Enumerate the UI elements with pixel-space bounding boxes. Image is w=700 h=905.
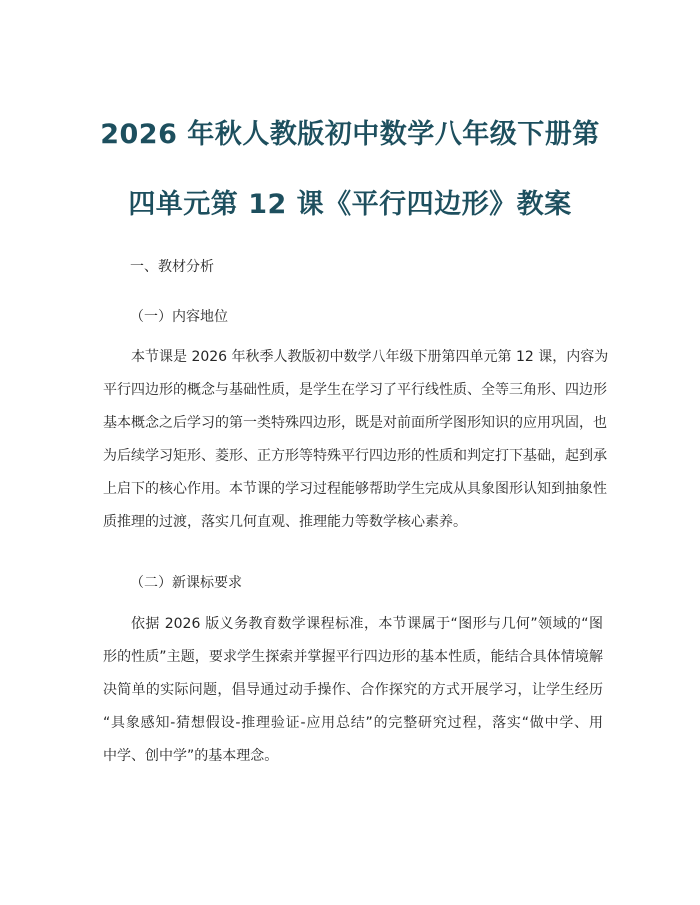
document-title-line-2: 四单元第 12 课《平行四边形》教案 [128, 189, 572, 220]
paragraph-curriculum-requirements [103, 613, 603, 778]
paragraph-line: 中学、创中学”的基本理念。 [103, 748, 279, 764]
paragraph-line: 平行四边形的概念与基础性质，是学生在学习了平行线性质、全等三角形、四边形 [103, 382, 607, 398]
paragraph-line: “具象感知-猜想假设-推理验证-应用总结”的完整研究过程，落实“做中学、用 [103, 715, 603, 731]
subsection-heading-curriculum-requirements: （二）新课标要求 [130, 575, 242, 591]
paragraph-line: 为后续学习矩形、菱形、正方形等特殊平行四边形的性质和判定打下基础，起到承 [103, 448, 607, 464]
subsection-heading-content-position: （一）内容地位 [130, 309, 228, 325]
document-title-line-1: 2026 年秋人教版初中数学八年级下册第 [100, 119, 600, 150]
paragraph-line: 形的性质”主题，要求学生探索并掌握平行四边形的基本性质，能结合具体情境解 [103, 649, 603, 665]
section-heading-textbook-analysis: 一、教材分析 [130, 259, 214, 275]
paragraph-line: 依据 2026 版义务教育数学课程标准，本节课属于“图形与几何”领域的“图 [131, 616, 603, 632]
paragraph-line: 基本概念之后学习的第一类特殊四边形，既是对前面所学图形知识的应用巩固，也 [103, 415, 607, 431]
paragraph-content-position [103, 346, 609, 544]
paragraph-line: 质推理的过渡，落实几何直观、推理能力等数学核心素养。 [103, 514, 467, 530]
paragraph-line: 决简单的实际问题，倡导通过动手操作、合作探究的方式开展学习，让学生经历 [103, 682, 603, 698]
paragraph-line: 本节课是 2026 年秋季人教版初中数学八年级下册第四单元第 12 课，内容为 [131, 349, 609, 365]
paragraph-line: 上启下的核心作用。本节课的学习过程能够帮助学生完成从具象图形认知到抽象性 [103, 481, 607, 497]
